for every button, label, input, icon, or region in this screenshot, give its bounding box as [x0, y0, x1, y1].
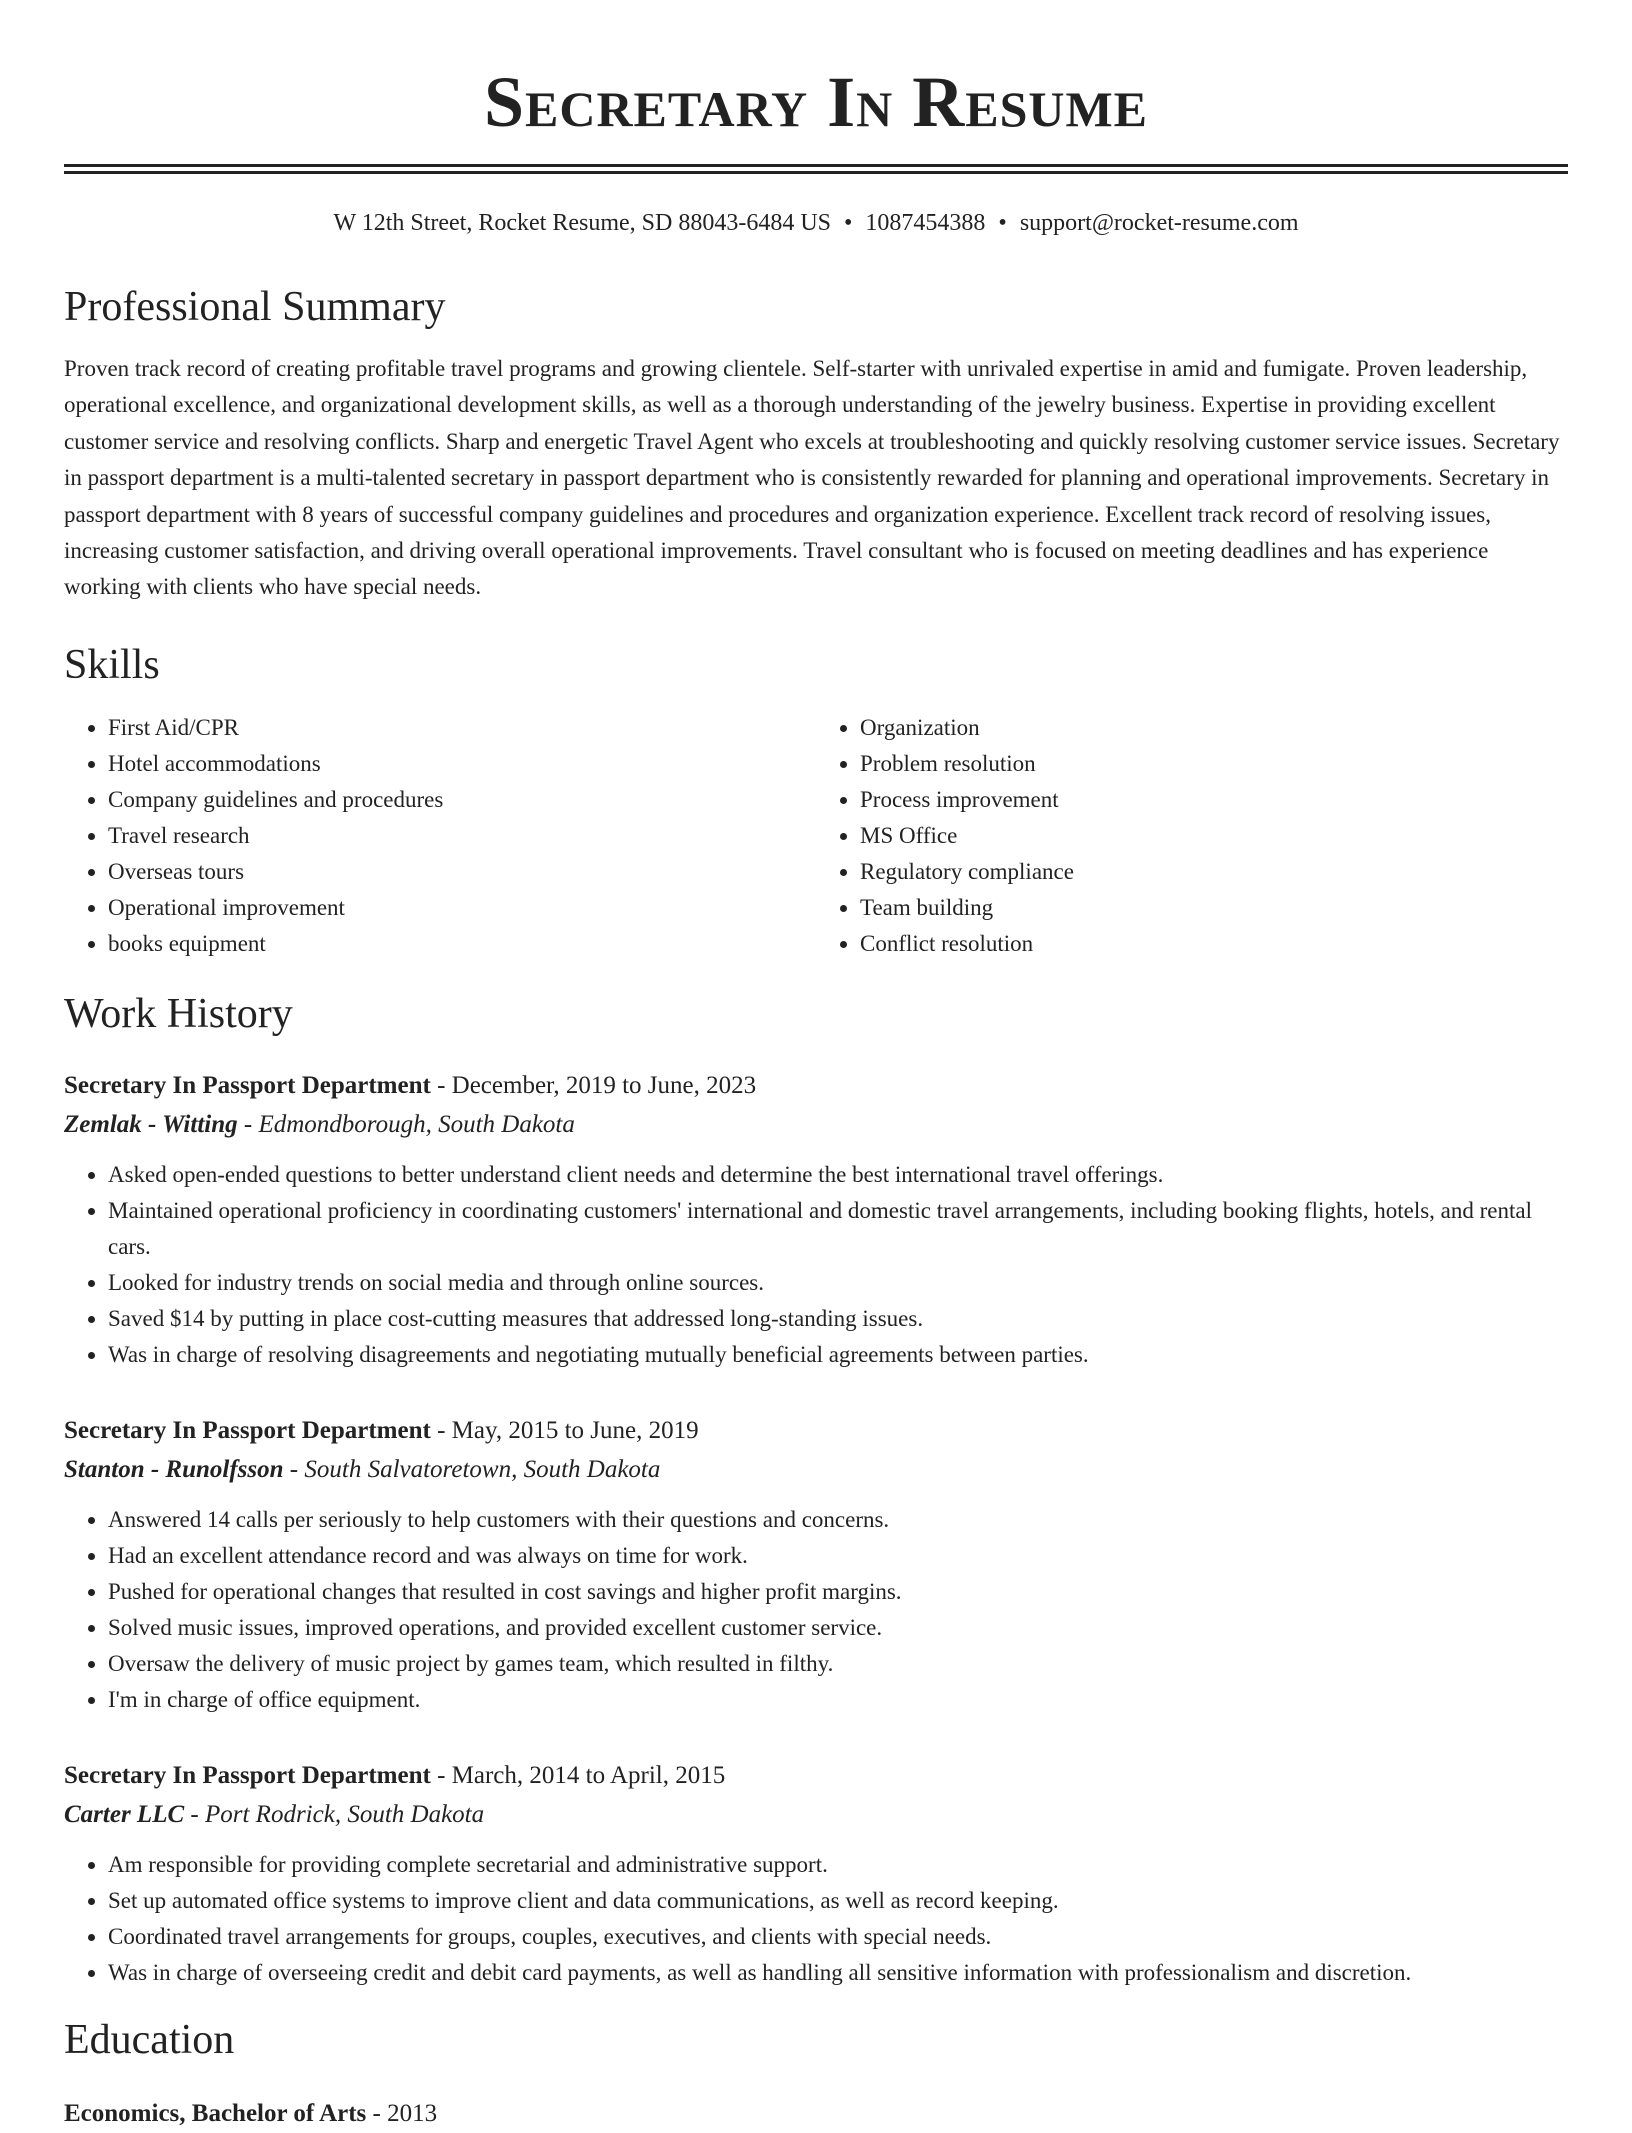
- skills-column-left: [64, 710, 816, 962]
- job-location: - Edmondborough, South Dakota: [237, 1110, 575, 1138]
- skills-list: [64, 710, 1568, 962]
- education-year: - 2013: [366, 2099, 438, 2127]
- summary-text: Proven track record of creating profitable travel programs and growing clientele. Self-starter with unrivaled expertise in amid and fumigate. Proven leadership, operational excellence, and organizational development skills, as well as a thorough understanding of the jewelry business. Expertise in providing excellent customer service and resolving conflicts. Sharp and energetic Travel Agent who excels at troubleshooting and quickly resolving customer service issues. Secretary in passport department is a multi-talented secretary in passport department who is consistently rewarded for planning and operational improvements. Secretary in passport department with 8 years of successful company guidelines and procedures and organization experience. Excellent track record of resolving issues, increasing customer satisfaction, and driving overall operational improvements. Travel consultant who is focused on meeting deadlines and has experience working with clients who have special needs.: [64, 356, 1560, 600]
- skills-heading: Skills: [64, 641, 160, 688]
- skill-item: • Conflict resolution: [860, 926, 1568, 962]
- job-dates: - December, 2019 to June, 2023: [430, 1071, 757, 1099]
- job-title: Secretary In Passport Department: [64, 1416, 431, 1444]
- job-bullet: • Set up automated office systems to improve client and data communications, as well as record keeping.: [108, 1883, 1568, 1919]
- skill-item: • MS Office: [860, 818, 1568, 854]
- job-bullet: • Was in charge of overseeing credit and debit card payments, as well as handling all sensitive information with professionalism and discretion.: [108, 1955, 1568, 1991]
- contact-line: [64, 208, 1568, 238]
- job-header: [64, 1412, 1568, 1450]
- job-entry: [64, 1412, 1568, 1718]
- job-title: Secretary In Passport Department: [64, 1761, 431, 1789]
- contact-email: support@rocket-resume.com: [1019, 210, 1299, 236]
- job-company-line: [64, 1105, 1568, 1145]
- skill-item: • Team building: [860, 890, 1568, 926]
- job-bullet: • I'm in charge of office equipment.: [108, 1682, 1568, 1718]
- job-header: [64, 1757, 1568, 1795]
- skill-item: • Process improvement: [860, 782, 1568, 818]
- job-company: Carter LLC: [64, 1800, 185, 1828]
- skill-item: • Company guidelines and procedures: [108, 782, 816, 818]
- job-company-line: [64, 1450, 1568, 1490]
- skill-item: • books equipment: [108, 926, 816, 962]
- title-double-rule: [64, 164, 1568, 174]
- job-bullet: • Pushed for operational changes that resulted in cost savings and higher profit margins.: [108, 1574, 1568, 1610]
- skill-item: • Operational improvement: [108, 890, 816, 926]
- education-heading: Education: [64, 2016, 235, 2063]
- job-bullets: [64, 1502, 1568, 1718]
- job-bullet: • Looked for industry trends on social media and through online sources.: [108, 1265, 1568, 1301]
- skill-item: • Problem resolution: [860, 746, 1568, 782]
- job-company: Stanton - Runolfsson: [64, 1455, 284, 1483]
- job-bullets: [64, 1157, 1568, 1373]
- contact-phone: 1087454388: [865, 210, 986, 236]
- skill-item: • Overseas tours: [108, 854, 816, 890]
- summary-heading: Professional Summary: [64, 284, 446, 330]
- education-degree: Economics, Bachelor of Arts: [64, 2099, 367, 2127]
- job-title: Secretary In Passport Department: [64, 1071, 431, 1099]
- work-history-heading: Work History: [64, 990, 293, 1037]
- job-bullet: • Maintained operational proficiency in coordinating customers' international and domestic travel arrangements, including booking flights, hotels, and rental cars.: [108, 1193, 1568, 1265]
- education-entry: [64, 2095, 1568, 2133]
- job-bullet: • Had an excellent attendance record and was always on time for work.: [108, 1538, 1568, 1574]
- job-bullet: • Was in charge of resolving disagreements and negotiating mutually beneficial agreements between parties.: [108, 1337, 1568, 1373]
- job-bullet: • Answered 14 calls per seriously to help customers with their questions and concerns.: [108, 1502, 1568, 1538]
- job-bullet: • Coordinated travel arrangements for groups, couples, executives, and clients with special needs.: [108, 1919, 1568, 1955]
- resume-title: Secretary In Resume: [483, 62, 1149, 142]
- contact-separator: •: [998, 210, 1007, 236]
- skill-item: • Hotel accommodations: [108, 746, 816, 782]
- job-bullets: [64, 1847, 1568, 1991]
- job-dates: - March, 2014 to April, 2015: [430, 1761, 726, 1789]
- contact-separator: •: [844, 210, 853, 236]
- job-bullet: • Asked open-ended questions to better understand client needs and determine the best international travel offerings.: [108, 1157, 1568, 1193]
- skill-item: • First Aid/CPR: [108, 710, 816, 746]
- job-company: Zemlak - Witting: [64, 1110, 238, 1138]
- job-dates: - May, 2015 to June, 2019: [430, 1416, 699, 1444]
- job-company-line: [64, 1795, 1568, 1835]
- job-entry: [64, 1757, 1568, 1991]
- contact-address: W 12th Street, Rocket Resume, SD 88043-6484 US: [333, 210, 832, 236]
- job-bullet: • Solved music issues, improved operations, and provided excellent customer service.: [108, 1610, 1568, 1646]
- job-entry: [64, 1067, 1568, 1373]
- skill-item: • Regulatory compliance: [860, 854, 1568, 890]
- skill-item: • Travel research: [108, 818, 816, 854]
- job-location: - Port Rodrick, South Dakota: [184, 1800, 485, 1828]
- skills-column-right: [816, 710, 1568, 962]
- job-location: - South Salvatoretown, South Dakota: [283, 1455, 661, 1483]
- job-bullet: • Oversaw the delivery of music project by games team, which resulted in filthy.: [108, 1646, 1568, 1682]
- skill-item: • Organization: [860, 710, 1568, 746]
- job-header: [64, 1067, 1568, 1105]
- job-bullet: • Saved $14 by putting in place cost-cutting measures that addressed long-standing issues.: [108, 1301, 1568, 1337]
- job-bullet: • Am responsible for providing complete secretarial and administrative support.: [108, 1847, 1568, 1883]
